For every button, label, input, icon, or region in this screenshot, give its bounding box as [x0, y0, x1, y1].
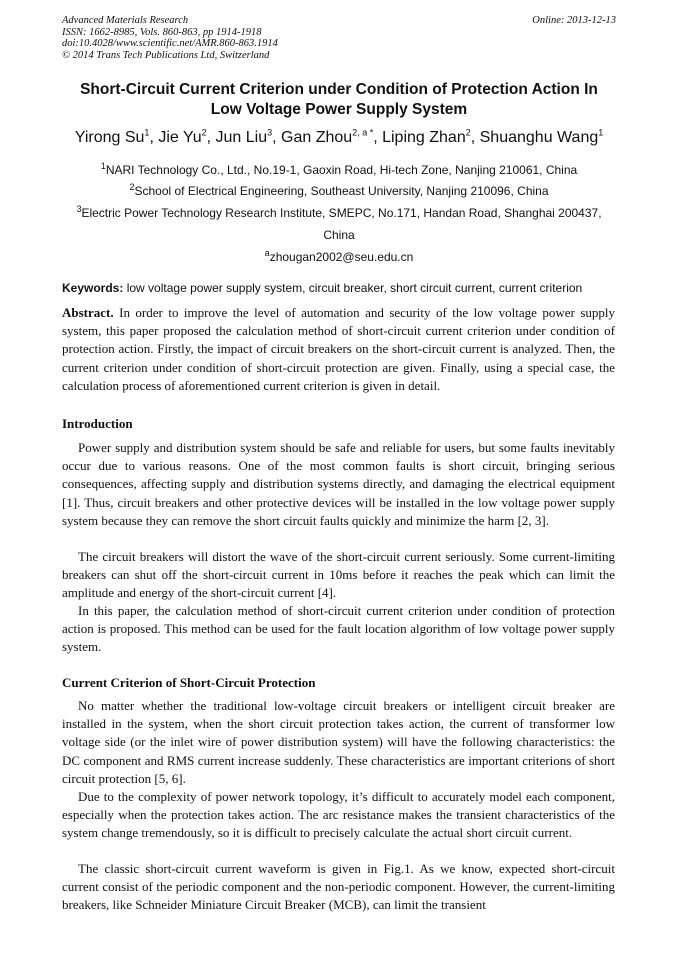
author [216, 129, 282, 146]
section-heading-introduction: Introduction [62, 416, 133, 431]
journal-header [62, 15, 278, 61]
journal-name: Advanced Materials Research [62, 15, 189, 26]
affiliation-mark: 2 [129, 182, 135, 192]
section-heading-criterion: Current Criterion of Short-Circuit Protection [62, 675, 316, 690]
author-name: Jie Yu [158, 129, 202, 146]
criterion-paragraph-2: Due to the complexity of power network topology, it’s difficult to accurately model each component, especially when the protection takes action. The arc resistance makes the transient characteristics of the system change tremendously, so it is difficult to precisely calculate the actual short circuit current. [62, 789, 615, 841]
paper-title-line-1: Short-Circuit Current Criterion under Condition of Protection Action In [80, 81, 598, 98]
journal-copyright: © 2014 Trans Tech Publications Ltd, Switzerland [62, 49, 270, 61]
intro-paragraph-2: The circuit breakers will distort the wave of the short-circuit current seriously. Some current-limiting breakers can shut off the short-circuit current in 10ms before it reaches the peak which can limit the amplitude and energy of the short-circuit current [4]. [62, 549, 615, 601]
affiliation-text: NARI Technology Co., Ltd., No.19-1, Gaoxin Road, Hi-tech Zone, Nanjing 210061, China [105, 163, 578, 177]
affiliation-text: School of Electrical Engineering, Southeast University, Nanjing 210096, China [134, 184, 549, 198]
author-affil-mark: 2 [465, 127, 471, 138]
author [480, 129, 604, 146]
author [75, 129, 159, 146]
criterion-paragraph-1: No matter whether the traditional low-voltage circuit breakers or intelligent circuit breaker are installed in the system, when the short circuit protection takes action, the current of transformer low voltage side (or the inlet wire of power distribution system) will have the following characteristics: the DC component and RMS current increase suddenly. These characteristics are important criterions of short circuit protection [5, 6]. [62, 698, 615, 786]
corresponding-email[interactable] [40, 250, 638, 264]
journal-issn: ISSN: 1662-8985, Vols. 860-863, pp 1914-1918 [62, 26, 262, 38]
email-text[interactable]: zhougan2002@seu.edu.cn [269, 250, 414, 264]
affiliation-mark: 3 [76, 204, 82, 214]
author-separator: , [206, 129, 216, 146]
keywords [62, 281, 616, 295]
affiliation-text: Electric Power Technology Research Institute, SMEPC, No.171, Handan Road, Shanghai 200437, [81, 206, 602, 220]
abstract-text: In order to improve the level of automation and security of the low voltage power supply system, this paper proposed the calculation method of short-circuit current criterion under condition of protection action. Firstly, the impact of circuit breakers on the short-circuit current is analyzed. Then, the current criterion under condition of short-circuit protection are given. Finally, using a special case, the calculation process of aforementioned current criterion is given in detail. [62, 305, 615, 393]
author-affil-mark: 2 [201, 127, 207, 138]
author [382, 129, 480, 146]
affiliation-mark: 1 [100, 161, 106, 171]
author-name: Jun Liu [215, 129, 268, 146]
online-date: Online: 2013-12-13 [532, 15, 616, 26]
criterion-paragraph-3: The classic short-circuit current waveform is given in Fig.1. As we know, expected short-circuit current consist of the periodic component and the non-periodic component. However, the current-limiting breakers, like Schneider Miniature Circuit Breaker (MCB), can limit the transient [62, 861, 615, 913]
journal-doi[interactable]: doi:10.4028/www.scientific.net/AMR.860-863.1914 [62, 38, 278, 49]
abstract-label: Abstract. [62, 305, 114, 320]
affiliation-1 [40, 163, 638, 177]
email-mark: a [264, 248, 270, 258]
author-name: Liping Zhan [382, 129, 466, 146]
keywords-label: Keywords: [62, 281, 124, 295]
intro-paragraph-3: In this paper, the calculation method of short-circuit current criterion under condition of protection action is proposed. This method can be used for the fault location algorithm of low voltage power supply system. [62, 603, 615, 655]
author-separator: , [470, 129, 480, 146]
paper-title-line-2: Low Voltage Power Supply System [210, 101, 468, 118]
affiliation-3-continued: China [323, 228, 355, 242]
author [281, 129, 382, 146]
keywords-text: low voltage power supply system, circuit breaker, short circuit current, current criterion [126, 281, 583, 295]
author-separator: , [373, 129, 383, 146]
author-name: Gan Zhou [281, 129, 353, 146]
author-separator: , [149, 129, 159, 146]
author-affil-mark: 3 [267, 127, 273, 138]
author [158, 129, 215, 146]
author-name: Shuanghu Wang [479, 129, 599, 146]
abstract [62, 304, 615, 395]
author-name: Yirong Su [74, 129, 145, 146]
author-affil-mark: 1 [144, 127, 150, 138]
author-separator: , [272, 129, 282, 146]
author-affil-mark: 2, a * [352, 127, 374, 138]
affiliation-3 [40, 206, 638, 220]
author-list [40, 128, 638, 148]
intro-paragraph-1: Power supply and distribution system should be safe and reliable for users, but some faults inevitably occur due to various reasons. One of the most common faults is short circuit, bringing serious consequences, affecting supply and distribution systems directly, and damaging the electrical equipment [1]. Thus, circuit breakers and other protective devices will be installed in the low voltage power supply system because they can remove the short circuit faults quickly and minimize the harm [2, 3]. [62, 440, 615, 528]
paper-title [62, 80, 616, 120]
affiliation-2 [40, 184, 638, 198]
author-affil-mark: 1 [598, 127, 604, 138]
